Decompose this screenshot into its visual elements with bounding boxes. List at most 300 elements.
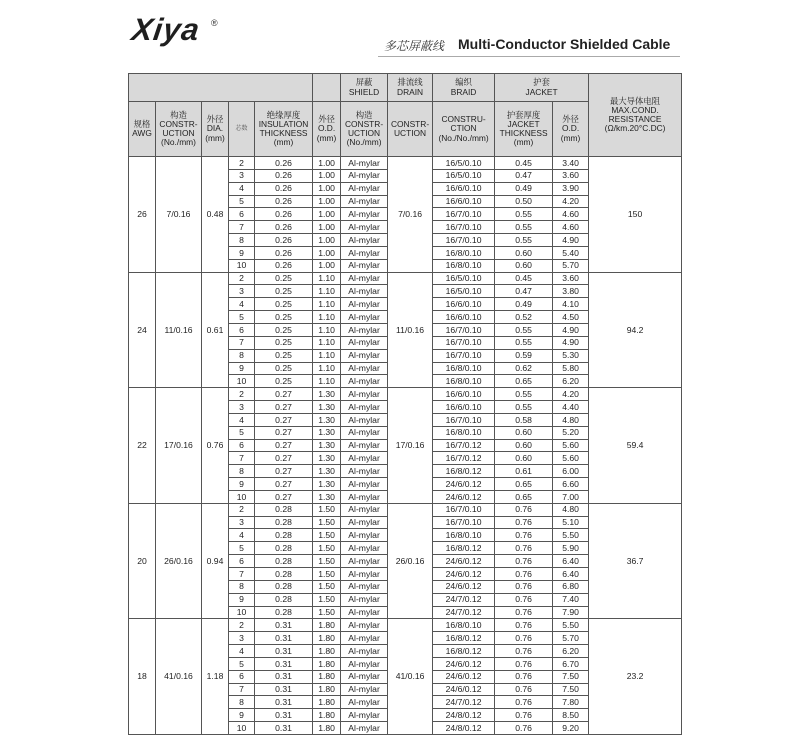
jacket-od-cell: 6.00 <box>553 465 589 478</box>
jacket-thickness-cell: 0.49 <box>495 298 553 311</box>
braid-cell: 16/7/0.10 <box>433 234 495 247</box>
jacket-od-cell: 7.90 <box>553 606 589 619</box>
jacket-thickness-cell: 0.52 <box>495 311 553 324</box>
insulation-cell: 0.31 <box>255 632 313 645</box>
jacket-od-cell: 3.80 <box>553 285 589 298</box>
shield-cell: Al-mylar <box>341 568 388 581</box>
od-cell: 1.00 <box>313 234 341 247</box>
shield-cell: Al-mylar <box>341 632 388 645</box>
insulation-cell: 0.31 <box>255 657 313 670</box>
jacket-od-cell: 5.70 <box>553 632 589 645</box>
cores-cell: 8 <box>229 465 255 478</box>
jacket-od-cell: 5.50 <box>553 529 589 542</box>
spec-table <box>128 73 682 735</box>
braid-cell: 16/7/0.10 <box>433 336 495 349</box>
braid-cell: 24/8/0.12 <box>433 709 495 722</box>
braid-cell: 16/8/0.10 <box>433 362 495 375</box>
brand-logo: Xiya <box>129 12 203 47</box>
page-title: Multi-Conductor Shielded Cable <box>458 36 671 52</box>
insulation-cell: 0.28 <box>255 503 313 516</box>
header-drain-construction: CONSTR-UCTION <box>388 102 433 157</box>
jacket-thickness-cell: 0.76 <box>495 555 553 568</box>
insulation-cell: 0.27 <box>255 478 313 491</box>
shield-cell: Al-mylar <box>341 593 388 606</box>
header-resistance: 最大导体电阻 MAX.COND. RESISTANCE (Ω/km.20°C.DC) <box>589 74 682 157</box>
shield-cell: Al-mylar <box>341 722 388 735</box>
od-cell: 1.30 <box>313 439 341 452</box>
jacket-thickness-cell: 0.76 <box>495 683 553 696</box>
od-cell: 1.10 <box>313 323 341 336</box>
cores-cell: 2 <box>229 503 255 516</box>
od-cell: 1.30 <box>313 401 341 414</box>
od-cell: 1.50 <box>313 593 341 606</box>
jacket-thickness-cell: 0.45 <box>495 157 553 170</box>
jacket-thickness-cell: 0.50 <box>495 195 553 208</box>
cores-cell: 3 <box>229 516 255 529</box>
insulation-cell: 0.27 <box>255 490 313 503</box>
braid-cell: 16/5/0.10 <box>433 169 495 182</box>
jacket-od-cell: 7.50 <box>553 670 589 683</box>
insulation-cell: 0.26 <box>255 221 313 234</box>
insulation-cell: 0.27 <box>255 413 313 426</box>
shield-cell: Al-mylar <box>341 311 388 324</box>
braid-cell: 16/6/0.10 <box>433 182 495 195</box>
jacket-thickness-cell: 0.55 <box>495 234 553 247</box>
jacket-thickness-cell: 0.65 <box>495 375 553 388</box>
shield-cell: Al-mylar <box>341 323 388 336</box>
header-od: 外径 O.D. (mm) <box>313 102 341 157</box>
jacket-od-cell: 5.30 <box>553 349 589 362</box>
jacket-od-cell: 6.20 <box>553 645 589 658</box>
braid-cell: 16/8/0.10 <box>433 619 495 632</box>
cores-cell: 5 <box>229 426 255 439</box>
cores-cell: 9 <box>229 593 255 606</box>
jacket-od-cell: 5.20 <box>553 426 589 439</box>
jacket-thickness-cell: 0.55 <box>495 323 553 336</box>
insulation-cell: 0.31 <box>255 696 313 709</box>
insulation-cell: 0.28 <box>255 555 313 568</box>
od-cell: 1.30 <box>313 490 341 503</box>
jacket-od-cell: 6.60 <box>553 478 589 491</box>
shield-cell: Al-mylar <box>341 465 388 478</box>
jacket-od-cell: 7.50 <box>553 683 589 696</box>
od-cell: 1.80 <box>313 657 341 670</box>
resistance-cell: 94.2 <box>589 272 682 388</box>
jacket-od-cell: 5.90 <box>553 542 589 555</box>
braid-cell: 24/6/0.12 <box>433 670 495 683</box>
jacket-thickness-cell: 0.76 <box>495 606 553 619</box>
shield-cell: Al-mylar <box>341 683 388 696</box>
cores-cell: 9 <box>229 478 255 491</box>
braid-cell: 24/6/0.12 <box>433 683 495 696</box>
od-cell: 1.00 <box>313 208 341 221</box>
braid-cell: 24/6/0.12 <box>433 580 495 593</box>
insulation-cell: 0.26 <box>255 259 313 272</box>
dia-cell: 0.61 <box>202 272 229 388</box>
jacket-od-cell: 7.80 <box>553 696 589 709</box>
od-cell: 1.80 <box>313 722 341 735</box>
jacket-thickness-cell: 0.60 <box>495 439 553 452</box>
braid-cell: 16/8/0.10 <box>433 375 495 388</box>
od-cell: 1.10 <box>313 375 341 388</box>
resistance-cell: 59.4 <box>589 388 682 504</box>
od-cell: 1.50 <box>313 529 341 542</box>
insulation-cell: 0.27 <box>255 388 313 401</box>
jacket-thickness-cell: 0.47 <box>495 169 553 182</box>
insulation-cell: 0.26 <box>255 157 313 170</box>
drain-cell: 26/0.16 <box>388 503 433 619</box>
jacket-od-cell: 4.60 <box>553 221 589 234</box>
braid-cell: 24/6/0.12 <box>433 490 495 503</box>
jacket-thickness-cell: 0.47 <box>495 285 553 298</box>
registered-mark: ® <box>211 18 218 28</box>
braid-cell: 16/5/0.10 <box>433 157 495 170</box>
insulation-cell: 0.27 <box>255 465 313 478</box>
insulation-cell: 0.28 <box>255 516 313 529</box>
header-drain: 排流线 DRAIN <box>388 74 433 102</box>
braid-cell: 16/8/0.10 <box>433 259 495 272</box>
cores-cell: 6 <box>229 208 255 221</box>
dia-cell: 0.76 <box>202 388 229 504</box>
cores-cell: 9 <box>229 362 255 375</box>
braid-cell: 24/7/0.12 <box>433 606 495 619</box>
insulation-cell: 0.31 <box>255 645 313 658</box>
jacket-thickness-cell: 0.45 <box>495 272 553 285</box>
jacket-od-cell: 4.40 <box>553 401 589 414</box>
shield-cell: Al-mylar <box>341 349 388 362</box>
insulation-cell: 0.26 <box>255 246 313 259</box>
jacket-thickness-cell: 0.76 <box>495 696 553 709</box>
construction-cell: 7/0.16 <box>156 157 202 273</box>
braid-cell: 24/6/0.12 <box>433 657 495 670</box>
od-cell: 1.10 <box>313 298 341 311</box>
jacket-od-cell: 7.40 <box>553 593 589 606</box>
jacket-thickness-cell: 0.76 <box>495 657 553 670</box>
shield-cell: Al-mylar <box>341 182 388 195</box>
insulation-cell: 0.27 <box>255 401 313 414</box>
insulation-cell: 0.26 <box>255 182 313 195</box>
insulation-cell: 0.25 <box>255 375 313 388</box>
shield-cell: Al-mylar <box>341 362 388 375</box>
braid-cell: 24/6/0.12 <box>433 478 495 491</box>
od-cell: 1.30 <box>313 465 341 478</box>
braid-cell: 16/5/0.10 <box>433 272 495 285</box>
insulation-cell: 0.25 <box>255 285 313 298</box>
shield-cell: Al-mylar <box>341 298 388 311</box>
jacket-thickness-cell: 0.76 <box>495 722 553 735</box>
shield-cell: Al-mylar <box>341 696 388 709</box>
jacket-thickness-cell: 0.61 <box>495 465 553 478</box>
cores-cell: 4 <box>229 529 255 542</box>
header-braid: 编织 BRAID <box>433 74 495 102</box>
header-braid-construction: CONSTRU-CTION (No./No./mm) <box>433 102 495 157</box>
cores-cell: 6 <box>229 439 255 452</box>
cores-cell: 4 <box>229 645 255 658</box>
cores-cell: 2 <box>229 619 255 632</box>
braid-cell: 16/6/0.10 <box>433 388 495 401</box>
cores-cell: 9 <box>229 246 255 259</box>
cores-cell: 10 <box>229 606 255 619</box>
insulation-cell: 0.28 <box>255 542 313 555</box>
shield-cell: Al-mylar <box>341 709 388 722</box>
braid-cell: 16/6/0.10 <box>433 311 495 324</box>
jacket-thickness-cell: 0.76 <box>495 542 553 555</box>
insulation-cell: 0.31 <box>255 683 313 696</box>
awg-cell: 20 <box>129 503 156 619</box>
jacket-od-cell: 4.90 <box>553 336 589 349</box>
cores-cell: 3 <box>229 401 255 414</box>
braid-cell: 24/6/0.12 <box>433 555 495 568</box>
jacket-od-cell: 6.40 <box>553 555 589 568</box>
header-blank-od <box>313 74 341 102</box>
cores-cell: 8 <box>229 580 255 593</box>
dia-cell: 1.18 <box>202 619 229 735</box>
od-cell: 1.00 <box>313 246 341 259</box>
insulation-cell: 0.25 <box>255 298 313 311</box>
jacket-od-cell: 5.10 <box>553 516 589 529</box>
jacket-thickness-cell: 0.59 <box>495 349 553 362</box>
od-cell: 1.10 <box>313 362 341 375</box>
shield-cell: Al-mylar <box>341 529 388 542</box>
insulation-cell: 0.25 <box>255 362 313 375</box>
braid-cell: 16/8/0.12 <box>433 542 495 555</box>
jacket-thickness-cell: 0.60 <box>495 452 553 465</box>
construction-cell: 26/0.16 <box>156 503 202 619</box>
shield-cell: Al-mylar <box>341 401 388 414</box>
cores-cell: 8 <box>229 349 255 362</box>
braid-cell: 16/8/0.10 <box>433 529 495 542</box>
shield-cell: Al-mylar <box>341 452 388 465</box>
insulation-cell: 0.26 <box>255 234 313 247</box>
shield-cell: Al-mylar <box>341 336 388 349</box>
shield-cell: Al-mylar <box>341 375 388 388</box>
insulation-cell: 0.25 <box>255 272 313 285</box>
insulation-cell: 0.27 <box>255 426 313 439</box>
cores-cell: 3 <box>229 285 255 298</box>
shield-cell: Al-mylar <box>341 645 388 658</box>
braid-cell: 16/6/0.10 <box>433 298 495 311</box>
jacket-od-cell: 8.50 <box>553 709 589 722</box>
jacket-thickness-cell: 0.60 <box>495 426 553 439</box>
shield-cell: Al-mylar <box>341 670 388 683</box>
od-cell: 1.30 <box>313 413 341 426</box>
braid-cell: 16/7/0.12 <box>433 439 495 452</box>
cores-cell: 5 <box>229 542 255 555</box>
od-cell: 1.80 <box>313 670 341 683</box>
cores-cell: 10 <box>229 259 255 272</box>
insulation-cell: 0.28 <box>255 580 313 593</box>
insulation-cell: 0.31 <box>255 619 313 632</box>
od-cell: 1.30 <box>313 388 341 401</box>
awg-cell: 22 <box>129 388 156 504</box>
cores-cell: 3 <box>229 632 255 645</box>
od-cell: 1.80 <box>313 645 341 658</box>
cores-cell: 7 <box>229 221 255 234</box>
table-row <box>129 503 682 516</box>
jacket-od-cell: 5.70 <box>553 259 589 272</box>
header-jacket-thickness: 护套厚度 JACKET THICKNESS (mm) <box>495 102 553 157</box>
insulation-cell: 0.28 <box>255 593 313 606</box>
jacket-thickness-cell: 0.76 <box>495 516 553 529</box>
dia-cell: 0.48 <box>202 157 229 273</box>
jacket-od-cell: 6.20 <box>553 375 589 388</box>
shield-cell: Al-mylar <box>341 516 388 529</box>
shield-cell: Al-mylar <box>341 413 388 426</box>
braid-cell: 16/5/0.10 <box>433 285 495 298</box>
braid-cell: 24/6/0.12 <box>433 568 495 581</box>
shield-cell: Al-mylar <box>341 234 388 247</box>
cores-cell: 4 <box>229 298 255 311</box>
insulation-cell: 0.25 <box>255 349 313 362</box>
insulation-cell: 0.26 <box>255 169 313 182</box>
resistance-cell: 23.2 <box>589 619 682 735</box>
od-cell: 1.50 <box>313 503 341 516</box>
insulation-cell: 0.27 <box>255 452 313 465</box>
braid-cell: 16/8/0.12 <box>433 645 495 658</box>
shield-cell: Al-mylar <box>341 208 388 221</box>
shield-cell: Al-mylar <box>341 169 388 182</box>
cores-cell: 10 <box>229 375 255 388</box>
od-cell: 1.10 <box>313 285 341 298</box>
insulation-cell: 0.28 <box>255 606 313 619</box>
od-cell: 1.80 <box>313 632 341 645</box>
cores-cell: 7 <box>229 683 255 696</box>
od-cell: 1.50 <box>313 606 341 619</box>
jacket-od-cell: 4.90 <box>553 323 589 336</box>
jacket-thickness-cell: 0.76 <box>495 568 553 581</box>
cores-cell: 10 <box>229 722 255 735</box>
drain-cell: 17/0.16 <box>388 388 433 504</box>
shield-cell: Al-mylar <box>341 195 388 208</box>
shield-cell: Al-mylar <box>341 439 388 452</box>
table-row <box>129 388 682 401</box>
jacket-od-cell: 5.50 <box>553 619 589 632</box>
jacket-od-cell: 6.80 <box>553 580 589 593</box>
cores-cell: 3 <box>229 169 255 182</box>
braid-cell: 16/7/0.10 <box>433 208 495 221</box>
od-cell: 1.80 <box>313 709 341 722</box>
jacket-thickness-cell: 0.55 <box>495 336 553 349</box>
shield-cell: Al-mylar <box>341 657 388 670</box>
shield-cell: Al-mylar <box>341 388 388 401</box>
braid-cell: 16/6/0.10 <box>433 195 495 208</box>
braid-cell: 16/7/0.10 <box>433 349 495 362</box>
shield-cell: Al-mylar <box>341 478 388 491</box>
drain-cell: 11/0.16 <box>388 272 433 388</box>
od-cell: 1.00 <box>313 195 341 208</box>
cores-cell: 6 <box>229 555 255 568</box>
shield-cell: Al-mylar <box>341 606 388 619</box>
jacket-thickness-cell: 0.76 <box>495 619 553 632</box>
awg-cell: 18 <box>129 619 156 735</box>
table-row <box>129 157 682 170</box>
braid-cell: 16/8/0.12 <box>433 632 495 645</box>
braid-cell: 16/7/0.10 <box>433 503 495 516</box>
cores-cell: 7 <box>229 336 255 349</box>
od-cell: 1.50 <box>313 516 341 529</box>
od-cell: 1.30 <box>313 478 341 491</box>
drain-cell: 41/0.16 <box>388 619 433 735</box>
insulation-cell: 0.26 <box>255 195 313 208</box>
braid-cell: 24/8/0.12 <box>433 722 495 735</box>
shield-cell: Al-mylar <box>341 503 388 516</box>
cores-cell: 2 <box>229 272 255 285</box>
header-dia: 外径 DIA. (mm) <box>202 102 229 157</box>
construction-cell: 41/0.16 <box>156 619 202 735</box>
od-cell: 1.30 <box>313 426 341 439</box>
jacket-thickness-cell: 0.65 <box>495 478 553 491</box>
jacket-thickness-cell: 0.60 <box>495 246 553 259</box>
insulation-cell: 0.26 <box>255 208 313 221</box>
cores-cell: 7 <box>229 568 255 581</box>
shield-cell: Al-mylar <box>341 542 388 555</box>
table-row <box>129 272 682 285</box>
dia-cell: 0.94 <box>202 503 229 619</box>
insulation-cell: 0.31 <box>255 722 313 735</box>
braid-cell: 16/6/0.10 <box>433 401 495 414</box>
od-cell: 1.10 <box>313 272 341 285</box>
table-row <box>129 619 682 632</box>
cores-cell: 5 <box>229 311 255 324</box>
jacket-od-cell: 4.20 <box>553 195 589 208</box>
shield-cell: Al-mylar <box>341 580 388 593</box>
jacket-od-cell: 3.90 <box>553 182 589 195</box>
jacket-thickness-cell: 0.62 <box>495 362 553 375</box>
od-cell: 1.10 <box>313 349 341 362</box>
braid-cell: 16/7/0.12 <box>433 452 495 465</box>
jacket-od-cell: 6.40 <box>553 568 589 581</box>
od-cell: 1.80 <box>313 619 341 632</box>
header-insulation: 绝缘厚度 INSULATION THICKNESS (mm) <box>255 102 313 157</box>
jacket-od-cell: 3.60 <box>553 169 589 182</box>
resistance-cell: 36.7 <box>589 503 682 619</box>
od-cell: 1.00 <box>313 182 341 195</box>
jacket-thickness-cell: 0.76 <box>495 529 553 542</box>
jacket-thickness-cell: 0.55 <box>495 208 553 221</box>
jacket-thickness-cell: 0.55 <box>495 401 553 414</box>
shield-cell: Al-mylar <box>341 221 388 234</box>
od-cell: 1.10 <box>313 311 341 324</box>
page-title-cn: 多芯屏蔽线 <box>384 39 445 53</box>
insulation-cell: 0.25 <box>255 323 313 336</box>
header-shield: 屏蔽 SHIELD <box>341 74 388 102</box>
od-cell: 1.50 <box>313 568 341 581</box>
drain-cell: 7/0.16 <box>388 157 433 273</box>
jacket-thickness-cell: 0.76 <box>495 632 553 645</box>
od-cell: 1.00 <box>313 157 341 170</box>
od-cell: 1.50 <box>313 542 341 555</box>
construction-cell: 11/0.16 <box>156 272 202 388</box>
od-cell: 1.10 <box>313 336 341 349</box>
jacket-thickness-cell: 0.55 <box>495 388 553 401</box>
jacket-od-cell: 4.10 <box>553 298 589 311</box>
jacket-od-cell: 6.70 <box>553 657 589 670</box>
cores-cell: 7 <box>229 452 255 465</box>
braid-cell: 16/8/0.10 <box>433 246 495 259</box>
braid-cell: 16/8/0.10 <box>433 426 495 439</box>
awg-cell: 24 <box>129 272 156 388</box>
braid-cell: 16/7/0.10 <box>433 221 495 234</box>
od-cell: 1.00 <box>313 169 341 182</box>
jacket-thickness-cell: 0.76 <box>495 593 553 606</box>
jacket-od-cell: 4.80 <box>553 413 589 426</box>
shield-cell: Al-mylar <box>341 426 388 439</box>
cores-cell: 4 <box>229 182 255 195</box>
insulation-cell: 0.31 <box>255 670 313 683</box>
od-cell: 1.80 <box>313 683 341 696</box>
cores-cell: 8 <box>229 234 255 247</box>
awg-cell: 26 <box>129 157 156 273</box>
